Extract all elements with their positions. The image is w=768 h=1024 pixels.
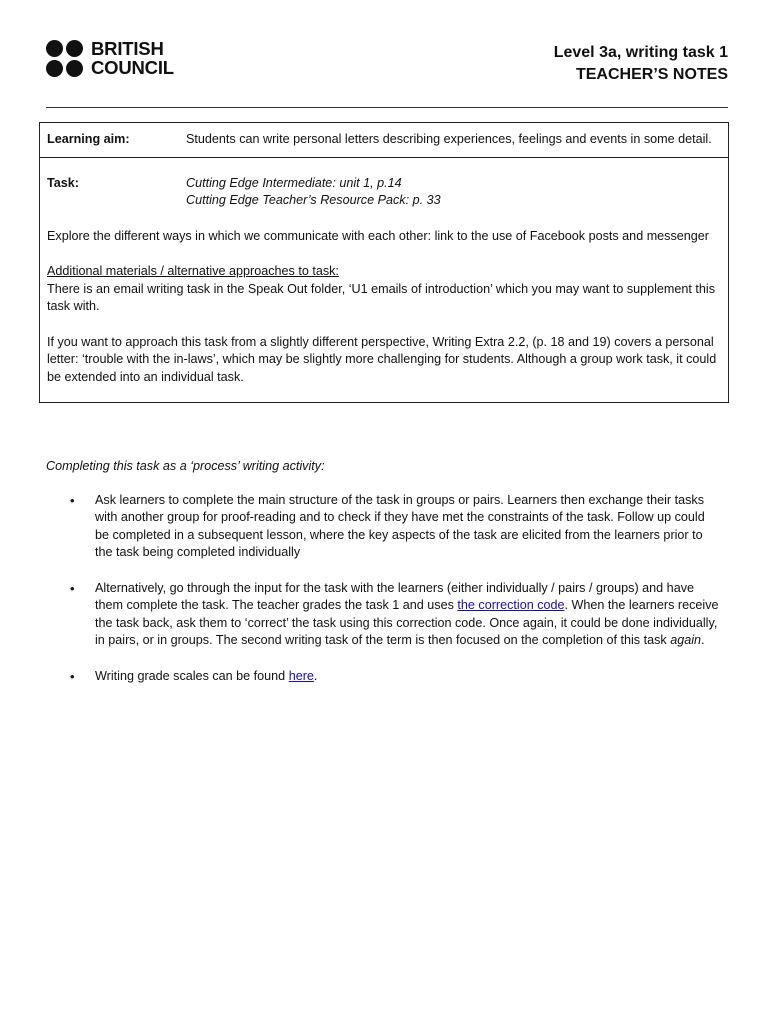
learning-aim-text: Students can write personal letters describing experiences, feelings and events in some detail.	[186, 132, 712, 146]
page-header	[46, 40, 728, 90]
task-label: Task:	[47, 175, 79, 190]
task-reference-2: Cutting Edge Teacher’s Resource Pack: p. 33	[186, 193, 441, 207]
bullet-list	[46, 492, 722, 686]
bullet-text-1: Ask learners to complete the main structure of the task in groups or pairs. Learners then exchange their tasks with another group for proof-reading and to check if they have met the constraints of the task. Follow up could be completed in a subsequent lesson, where the key aspects of the task are elicited from the learners prior to the task being completed individually	[95, 492, 705, 559]
bullet-text-3: Writing grade scales can be found here.	[95, 668, 318, 683]
logo-dots-icon	[46, 40, 83, 77]
document-title	[554, 42, 728, 86]
grade-scales-link[interactable]: here	[288, 668, 314, 683]
task-row	[47, 175, 720, 210]
list-item	[46, 492, 722, 562]
process-intro: Completing this task as a ‘process’ writing activity:	[46, 459, 325, 473]
logo-line-1: BRITISH	[91, 38, 164, 59]
bullet-text-2: Alternatively, go through the input for the task with the learners (either individually / pairs / groups) and have them complete the task. The teacher grades the task 1 and uses the correction code. When the learners receive the task back, ask them to ‘correct’ the task using this correction code. Once again, it could be done individually, in pairs, or in groups. The second writing task of the term is then focused on the completion of this task again.	[95, 580, 719, 647]
process-writing-section	[46, 458, 722, 703]
logo-line-2: COUNCIL	[91, 56, 174, 78]
alternative-approach-paragraph: If you want to approach this task from a slightly different perspective, Writing Extra 2.2, (p. 18 and 19) covers a personal letter: ‘trouble with the in-laws’, which may be slightly more challenging for students. Although a group work task, it could be extended into an individual task.	[47, 334, 717, 384]
additional-materials-section	[47, 263, 720, 316]
additional-materials-text: There is an email writing task in the Speak Out folder, ‘U1 emails of introduction’ which you may want to supplement this task with.	[47, 281, 716, 313]
logo-wordmark	[91, 40, 174, 77]
list-item	[46, 668, 722, 686]
title-line-2: TEACHER’S NOTES	[575, 66, 728, 83]
additional-materials-heading: Additional materials / alternative approaches to task:	[47, 264, 339, 278]
explore-paragraph: Explore the different ways in which we communicate with each other: link to the use of Facebook posts and messenger	[47, 228, 709, 243]
learning-aim-row	[40, 123, 728, 158]
learning-aim-label: Learning aim:	[47, 132, 130, 146]
task-section	[40, 158, 728, 403]
task-info-box	[39, 122, 729, 403]
task-reference-1: Cutting Edge Intermediate: unit 1, p.14	[186, 175, 402, 190]
bullet-icon: •	[70, 580, 75, 596]
header-divider	[46, 107, 728, 108]
bullet-icon: •	[70, 668, 75, 684]
british-council-logo	[46, 40, 174, 77]
title-line-1: Level 3a, writing task 1	[553, 44, 728, 61]
correction-code-link[interactable]: the correction code	[457, 598, 565, 612]
list-item	[46, 580, 722, 650]
bullet-icon: •	[70, 492, 75, 508]
